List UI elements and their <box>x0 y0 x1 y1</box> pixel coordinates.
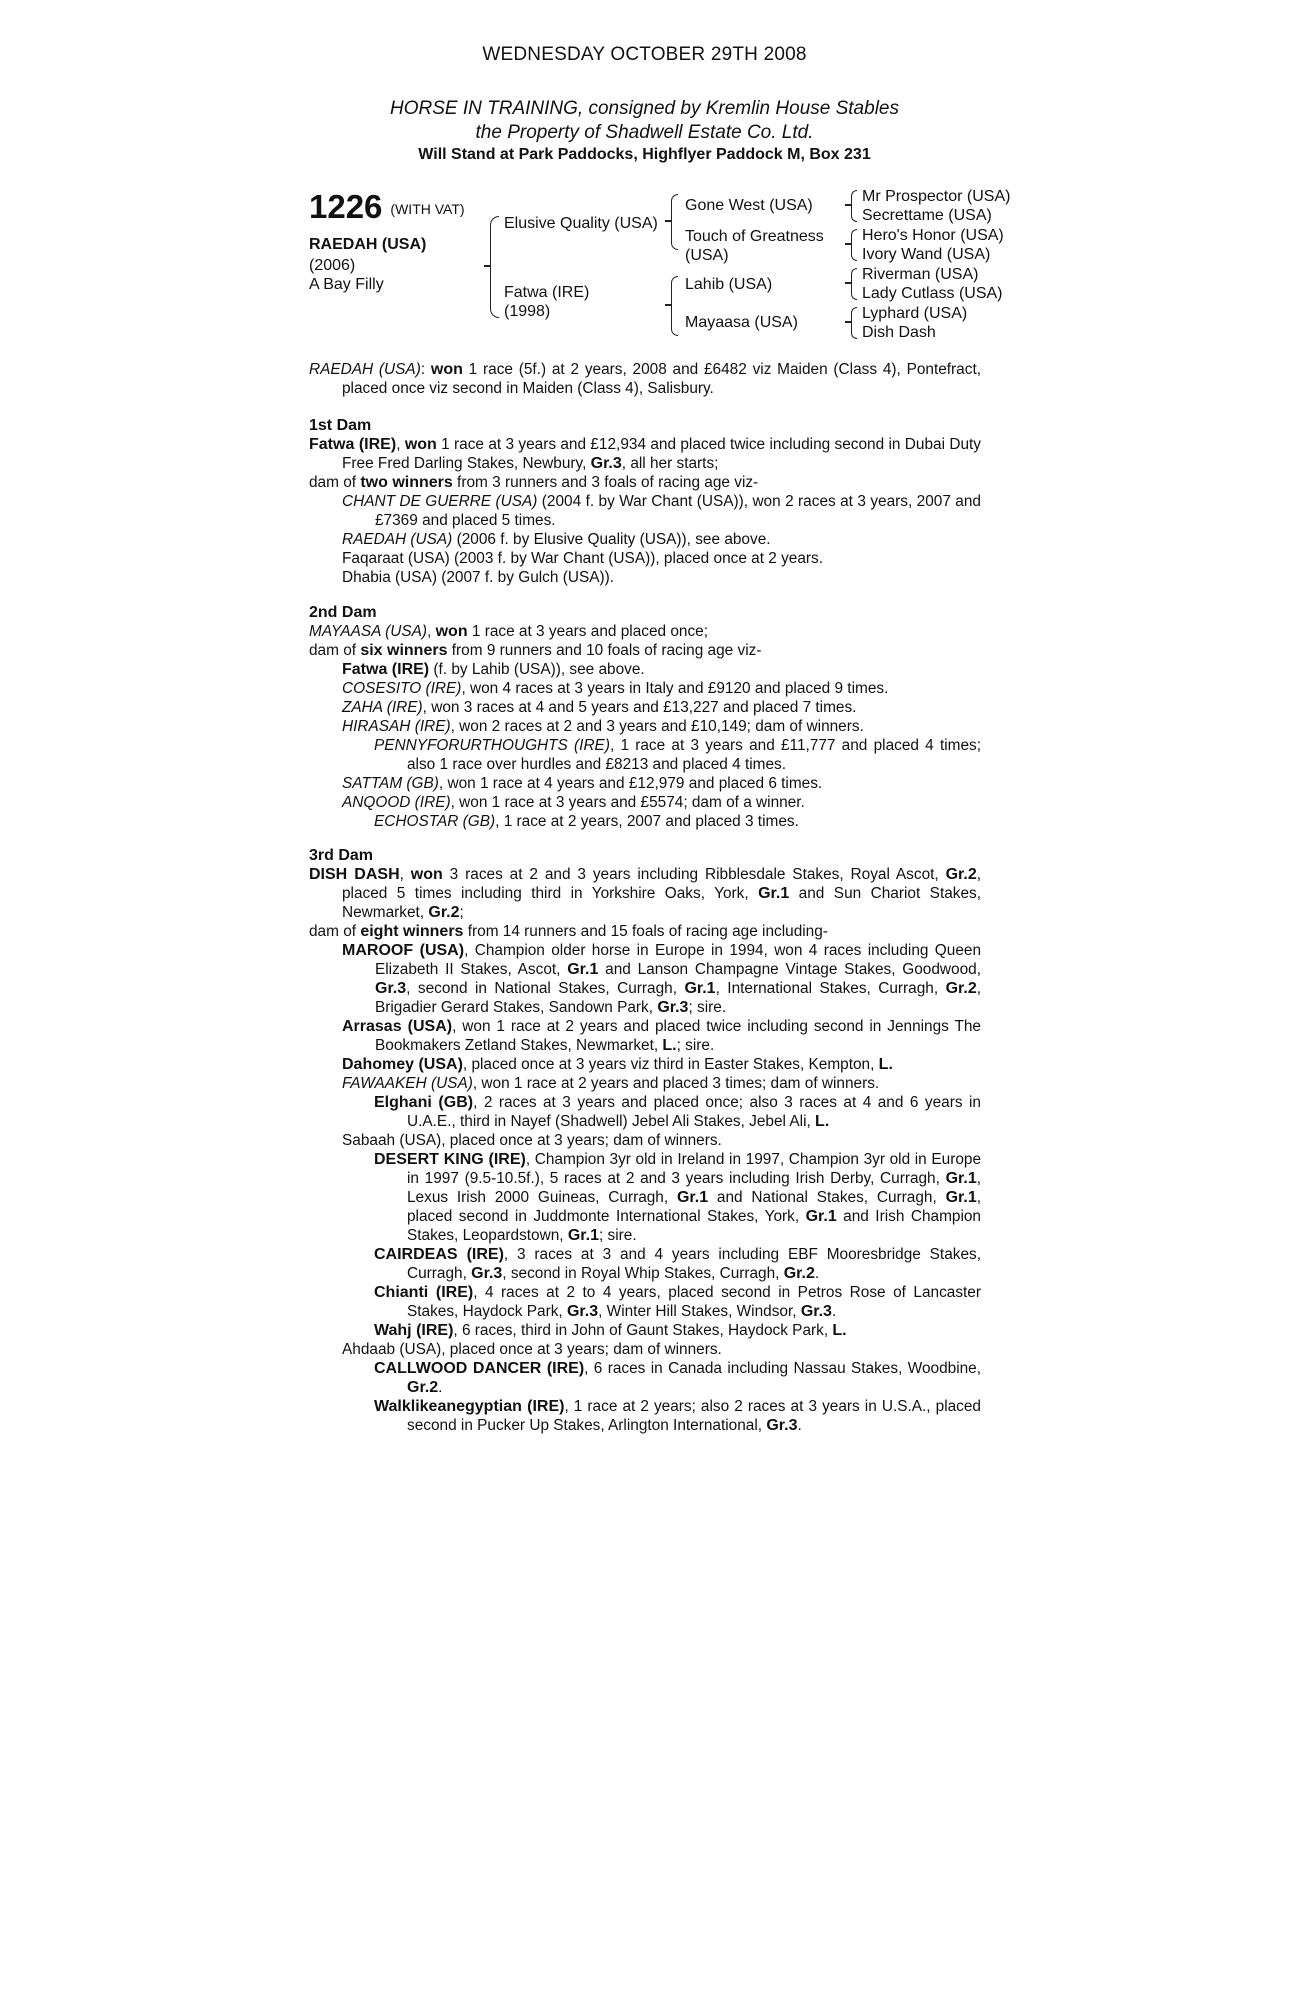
list-item: Walklikeanegyptian (IRE), 1 race at 2 years; also 2 races at 3 years in U.S.A., placed second in Pucker Up Stakes, Arlington International, Gr.3. <box>374 1398 981 1434</box>
pedigree-sire-dam-country: (USA) <box>685 247 729 264</box>
race-record: RAEDAH (USA): won 1 race (5f.) at 2 years, 2008 and £6482 viz Maiden (Class 4), Pontefract, placed once viz second in Maiden (Class 4), Salisbury. <box>309 361 981 397</box>
list-item: Faqaraat (USA) (2003 f. by War Chant (USA)), placed once at 2 years. <box>342 550 824 567</box>
pedigree-dsd: Lady Cutlass (USA) <box>862 285 1003 302</box>
sale-date: WEDNESDAY OCTOBER 29TH 2008 <box>482 44 807 65</box>
second-dam-produce-summary: dam of six winners from 9 runners and 10 foals of racing age viz- <box>309 642 762 659</box>
third-dam-record: DISH DASH, won 3 races at 2 and 3 years including Ribblesdale Stakes, Royal Ascot, Gr.2, placed 5 times including third in Yorkshire Oaks, York, Gr.1 and Sun Chariot Stakes, Newmarket, Gr.2; <box>309 866 982 921</box>
pedigree-bracket-tip <box>665 220 671 222</box>
pedigree-dss: Riverman (USA) <box>862 266 979 283</box>
list-item: Wahj (IRE), 6 races, third in John of Gaunt Stakes, Haydock Park, L. <box>374 1322 847 1339</box>
list-item: COSESITO (IRE), won 4 races at 3 years in Italy and £9120 and placed 9 times. <box>342 680 889 697</box>
list-item: ANQOOD (IRE), won 1 race at 3 years and £5574; dam of a winner. <box>342 794 805 811</box>
pedigree-sire: Elusive Quality (USA) <box>504 215 658 232</box>
pedigree-bracket-parents <box>490 216 499 318</box>
pedigree-sds: Hero's Honor (USA) <box>862 227 1004 244</box>
list-item: Ahdaab (USA), placed once at 3 years; dam of winners. <box>342 1341 722 1358</box>
pedigree-bracket-sire <box>671 194 678 250</box>
list-item: PENNYFORURTHOUGHTS (IRE), 1 race at 3 years and £11,777 and placed 4 times; also 1 race over hurdles and £8213 and placed 4 times. <box>374 737 981 773</box>
horse-name: RAEDAH (USA) <box>309 236 427 253</box>
pedigree-ssd: Secrettame (USA) <box>862 207 992 224</box>
pedigree-sss: Mr Prospector (USA) <box>862 188 1011 205</box>
pedigree-bracket-tip <box>665 304 671 306</box>
lot-number-line <box>309 188 465 226</box>
pedigree-dam: Fatwa (IRE) <box>504 284 590 301</box>
list-item: Dahomey (USA), placed once at 3 years viz third in Easter Stakes, Kempton, L. <box>342 1056 893 1073</box>
list-item: CHANT DE GUERRE (USA) (2004 f. by War Chant (USA)), won 2 races at 3 years, 2007 and £7369 and placed 5 times. <box>342 493 981 529</box>
pedigree-bracket-ss <box>851 190 857 222</box>
first-dam-produce-summary: dam of two winners from 3 runners and 3 foals of racing age viz- <box>309 474 759 491</box>
pedigree-bracket-tip <box>845 243 851 245</box>
pedigree-sire-dam: Touch of Greatness <box>685 228 824 245</box>
property-line: the Property of Shadwell Estate Co. Ltd. <box>475 122 814 143</box>
consignment-line: HORSE IN TRAINING, consigned by Kremlin House Stables <box>390 98 899 119</box>
list-item: RAEDAH (USA) (2006 f. by Elusive Quality (USA)), see above. <box>342 531 771 548</box>
lot-number: 1226 <box>309 188 383 225</box>
third-dam-section <box>309 846 981 1435</box>
third-dam-heading: 3rd Dam <box>309 847 374 864</box>
list-item: HIRASAH (IRE), won 2 races at 2 and 3 years and £10,149; dam of winners. <box>342 718 864 735</box>
list-item: CALLWOOD DANCER (IRE), 6 races in Canada including Nassau Stakes, Woodbine, Gr.2. <box>374 1360 982 1396</box>
pedigree-bracket-tip <box>845 321 851 323</box>
list-item: ECHOSTAR (GB), 1 race at 2 years, 2007 and placed 3 times. <box>374 813 799 830</box>
second-dam-heading: 2nd Dam <box>309 604 377 621</box>
third-dam-produce-summary: dam of eight winners from 14 runners and 15 foals of racing age including- <box>309 923 828 940</box>
pedigree-bracket-dam <box>671 276 678 336</box>
list-item: CAIRDEAS (IRE), 3 races at 3 and 4 years including EBF Mooresbridge Stakes, Curragh, Gr.3, second in Royal Whip Stakes, Curragh, Gr.2. <box>374 1246 981 1282</box>
first-dam-section <box>309 416 981 587</box>
list-item: ZAHA (IRE), won 3 races at 4 and 5 years and £13,227 and placed 7 times. <box>342 699 857 716</box>
list-item: SATTAM (GB), won 1 race at 4 years and £12,979 and placed 6 times. <box>342 775 823 792</box>
pedigree-bracket-sd <box>851 229 857 261</box>
list-item: MAROOF (USA), Champion older horse in Europe in 1994, won 4 races including Queen Elizabeth II Stakes, Ascot, Gr.1 and Lanson Champagne Vintage Stakes, Goodwood, Gr.3, second in National Stakes, Curragh, Gr.1, International Stakes, Curragh, Gr.2, Brigadier Gerard Stakes, Sandown Park, Gr.3; sire. <box>342 942 982 1016</box>
list-item: Elghani (GB), 2 races at 3 years and placed once; also 3 races at 4 and 6 years in U.A.E., third in Nayef (Shadwell) Jebel Ali Stakes, Jebel Ali, L. <box>374 1094 981 1130</box>
pedigree-bracket-tip <box>845 204 851 206</box>
pedigree-sdd: Ivory Wand (USA) <box>862 246 991 263</box>
list-item: FAWAAKEH (USA), won 1 race at 2 years and placed 3 times; dam of winners. <box>342 1075 880 1092</box>
list-item: Chianti (IRE), 4 races at 2 to 4 years, placed second in Petros Rose of Lancaster Stakes, Haydock Park, Gr.3, Winter Hill Stakes, Windsor, Gr.3. <box>374 1284 981 1320</box>
list-item: Arrasas (USA), won 1 race at 2 years and placed twice including second in Jennings The Bookmakers Zetland Stakes, Newmarket, L.; sire. <box>342 1018 981 1054</box>
pedigree-dam-sire: Lahib (USA) <box>685 276 773 293</box>
horse-year: (2006) <box>309 257 356 274</box>
vat-note: (WITH VAT) <box>390 201 465 218</box>
horse-description: A Bay Filly <box>309 276 384 293</box>
pedigree-bracket-tip <box>484 265 490 267</box>
pedigree-dam-dam: Mayaasa (USA) <box>685 314 798 331</box>
record-horse-name: RAEDAH (USA) <box>309 361 421 378</box>
list-item: Fatwa (IRE) (f. by Lahib (USA)), see above. <box>342 661 645 678</box>
pedigree-dam-year: (1998) <box>504 303 551 320</box>
pedigree-sire-sire: Gone West (USA) <box>685 197 813 214</box>
list-item: Sabaah (USA), placed once at 3 years; dam of winners. <box>342 1132 722 1149</box>
list-item: DESERT KING (IRE), Champion 3yr old in Ireland in 1997, Champion 3yr old in Europe in 1997 (9.5-10.5f.), 5 races at 2 and 3 years including Irish Derby, Curragh, Gr.1, Lexus Irish 2000 Guineas, Curragh, Gr.1 and National Stakes, Curragh, Gr.1, placed second in Juddmonte International Stakes, York, Gr.1 and Irish Champion Stakes, Leopardstown, Gr.1; sire. <box>374 1151 981 1244</box>
second-dam-record: MAYAASA (USA), won 1 race at 3 years and placed once; <box>309 623 709 640</box>
first-dam-heading: 1st Dam <box>309 417 372 434</box>
first-dam-record: Fatwa (IRE), won 1 race at 3 years and £12,934 and placed twice including second in Dubai Duty Free Fred Darling Stakes, Newbury, Gr.3, all her starts; <box>309 436 982 472</box>
list-item: Dhabia (USA) (2007 f. by Gulch (USA)). <box>342 569 614 586</box>
pedigree-bracket-ds <box>851 268 857 300</box>
pedigree-bracket-tip <box>845 282 851 284</box>
stand-location: Will Stand at Park Paddocks, Highflyer Paddock M, Box 231 <box>418 146 871 163</box>
second-dam-section <box>309 603 981 831</box>
pedigree-bracket-dd <box>851 307 857 339</box>
pedigree-dds: Lyphard (USA) <box>862 305 968 322</box>
pedigree-ddd: Dish Dash <box>862 324 936 341</box>
